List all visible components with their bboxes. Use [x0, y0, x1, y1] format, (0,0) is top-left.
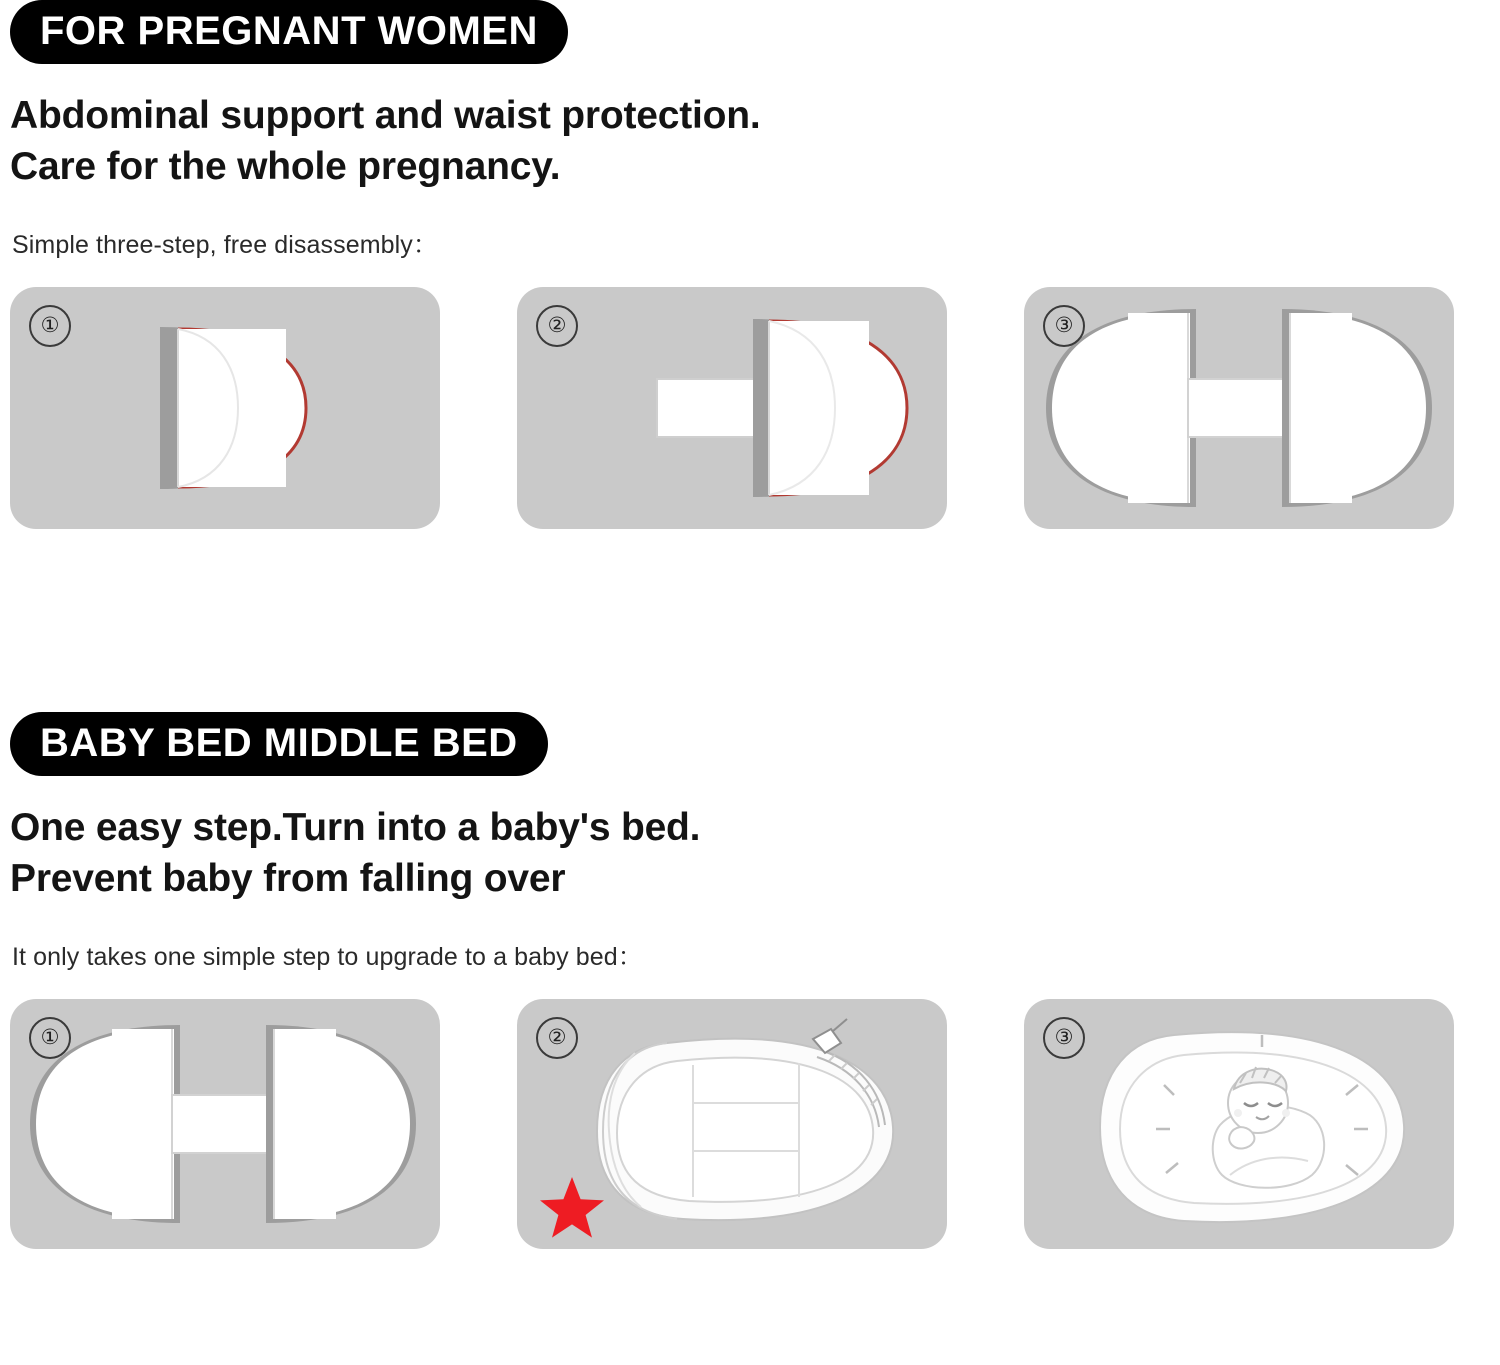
section-baby-bed-middle-bed — [0, 712, 1500, 1249]
step-number: ② — [536, 1017, 578, 1059]
illustration-half-pillow-with-connector — [517, 287, 947, 529]
section-for-pregnant-women — [0, 0, 1500, 537]
section-subline-babybed: It only takes one simple step to upgrade to a baby bed： — [12, 942, 643, 971]
step-card-1 — [10, 287, 440, 529]
illustration-two-halves-joined — [1024, 287, 1454, 529]
section-badge-pregnant: FOR PREGNANT WOMEN — [10, 0, 568, 64]
illustration-baby-sleeping-in-bed — [1024, 999, 1454, 1249]
section-headline-pregnant — [10, 90, 1500, 193]
section-badge-babybed: BABY BED MIDDLE BED — [10, 712, 548, 776]
step-card-3 — [1024, 287, 1454, 529]
headline-line-1: One easy step.Turn into a baby's bed. — [10, 806, 701, 849]
step-card-1 — [10, 999, 440, 1249]
red-star-marker — [539, 1175, 605, 1241]
headline-line-2: Care for the whole pregnancy. — [10, 145, 561, 189]
steps-row-pregnant — [0, 287, 1500, 537]
headline-line-1: Abdominal support and waist protection. — [10, 94, 761, 137]
headline-line-2: Prevent baby from falling over — [10, 857, 566, 901]
step-number: ① — [29, 1017, 71, 1059]
page-edge-strip — [1468, 362, 1500, 614]
step-number: ② — [536, 305, 578, 347]
step-card-2 — [517, 287, 947, 529]
section-subline-pregnant: Simple three-step, free disassembly： — [12, 230, 438, 259]
step-number: ③ — [1043, 1017, 1085, 1059]
illustration-half-pillow — [10, 287, 440, 529]
illustration-two-halves-joined — [10, 999, 440, 1249]
step-card-3 — [1024, 999, 1454, 1249]
step-card-2 — [517, 999, 947, 1249]
step-number: ① — [29, 305, 71, 347]
section-headline-babybed — [10, 802, 1500, 905]
steps-row-babybed — [0, 999, 1500, 1249]
step-number: ③ — [1043, 305, 1085, 347]
